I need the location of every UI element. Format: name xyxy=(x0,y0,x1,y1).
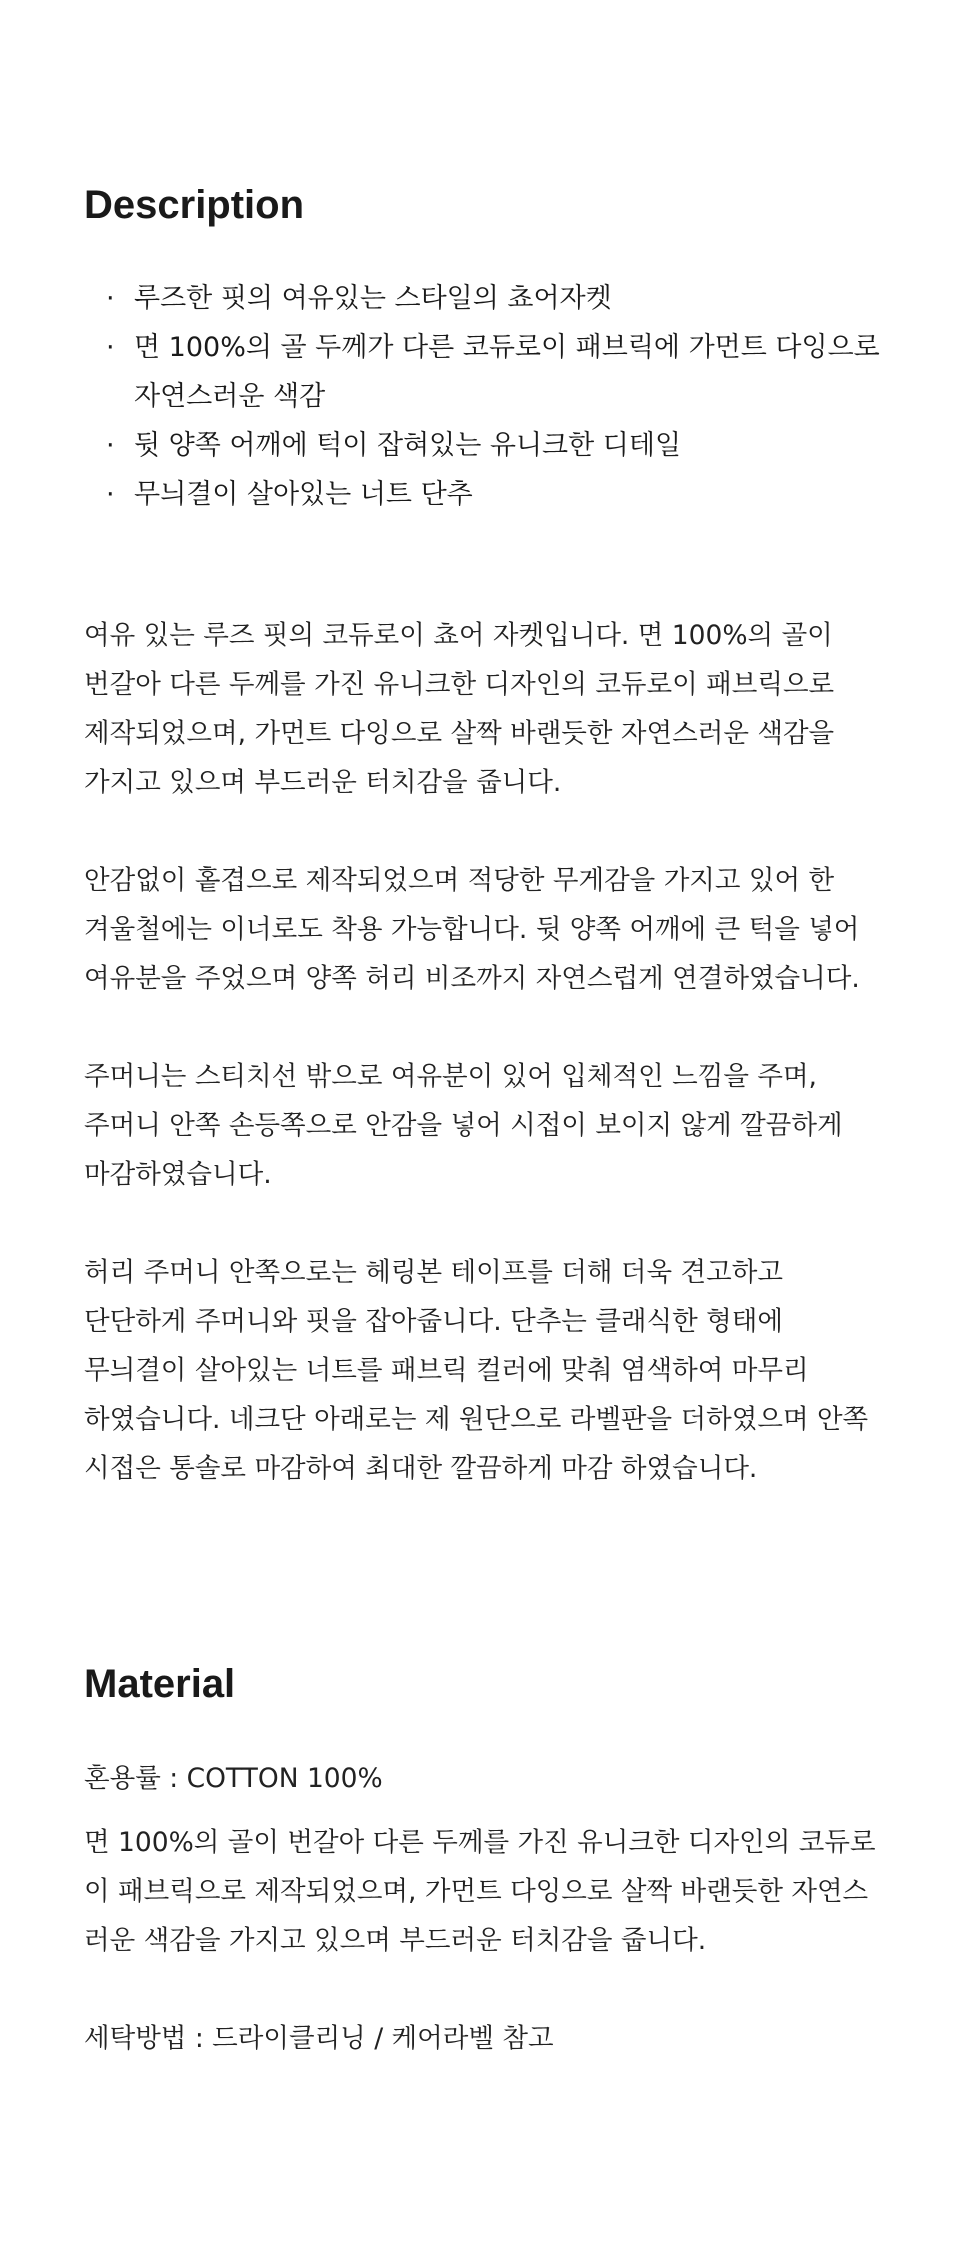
feature-text: 무늬결이 살아있는 너트 단추 xyxy=(134,479,473,510)
feature-text: 뒷 양쪽 어깨에 턱이 잡혀있는 유니크한 디테일 xyxy=(134,430,682,461)
description-body xyxy=(84,611,884,1542)
description-paragraph: 주머니는 스티치선 밖으로 여유분이 있어 입체적인 느낌을 주며, 주머니 안쪽 손등쪽으로 안감을 넣어 시접이 보이지 않게 깔끔하게 마감하였습니다. xyxy=(84,1061,843,1190)
material-title: Material xyxy=(84,1662,236,1706)
list-item xyxy=(84,274,884,323)
description-title: Description xyxy=(84,183,305,227)
list-item xyxy=(84,421,884,470)
feature-list xyxy=(84,274,884,519)
material-composition: 혼용률 : COTTON 100% xyxy=(84,1763,383,1794)
bullet-marker: · xyxy=(106,283,115,314)
list-item xyxy=(84,323,884,421)
description-paragraph: 안감없이 홑겹으로 제작되었으며 적당한 무게감을 가지고 있어 한 겨울철에는 이너로도 착용 가능합니다. 뒷 양쪽 어깨에 큰 턱을 넣어 여유분을 주었으며 양쪽 허리 비조까지 자연스럽게 연결하였습니다. xyxy=(84,865,860,994)
feature-text: 면 100%의 골 두께가 다른 코듀로이 패브릭에 가먼트 다잉으로 자연스러운 색감 xyxy=(134,332,880,412)
material-description: 면 100%의 골이 번갈아 다른 두께를 가진 유니크한 디자인의 코듀로이 패브릭으로 제작되었으며, 가먼트 다잉으로 살짝 바랜듯한 자연스러운 색감을 가지고 있으며 부드러운 터치감을 줍니다. xyxy=(84,1827,876,1956)
description-paragraph: 허리 주머니 안쪽으로는 헤링본 테이프를 더해 더욱 견고하고 단단하게 주머니와 핏을 잡아줍니다. 단추는 클래식한 형태에 무늬결이 살아있는 너트를 패브릭 컬러에 맞춰 염색하여 마무리 하였습니다. 네크단 아래로는 제 원단으로 라벨판을 더하였으며 안쪽 시접은 통솔로 마감하여 최대한 깔끔하게 마감 하였습니다. xyxy=(84,1257,869,1484)
bullet-marker: · xyxy=(106,332,115,363)
material-body xyxy=(84,1754,884,2063)
feature-text: 루즈한 핏의 여유있는 스타일의 쵸어자켓 xyxy=(134,283,612,314)
list-item xyxy=(84,470,884,519)
care-instructions: 세탁방법 : 드라이클리닝 / 케어라벨 참고 xyxy=(84,2023,554,2054)
bullet-marker: · xyxy=(106,479,115,510)
bullet-marker: · xyxy=(106,430,115,461)
description-paragraph: 여유 있는 루즈 핏의 코듀로이 쵸어 자켓입니다. 면 100%의 골이 번갈아 다른 두께를 가진 유니크한 디자인의 코듀로이 패브릭으로 제작되었으며, 가먼트 다잉으로 살짝 바랜듯한 자연스러운 색감을 가지고 있으며 부드러운 터치감을 줍니다. xyxy=(84,620,835,798)
